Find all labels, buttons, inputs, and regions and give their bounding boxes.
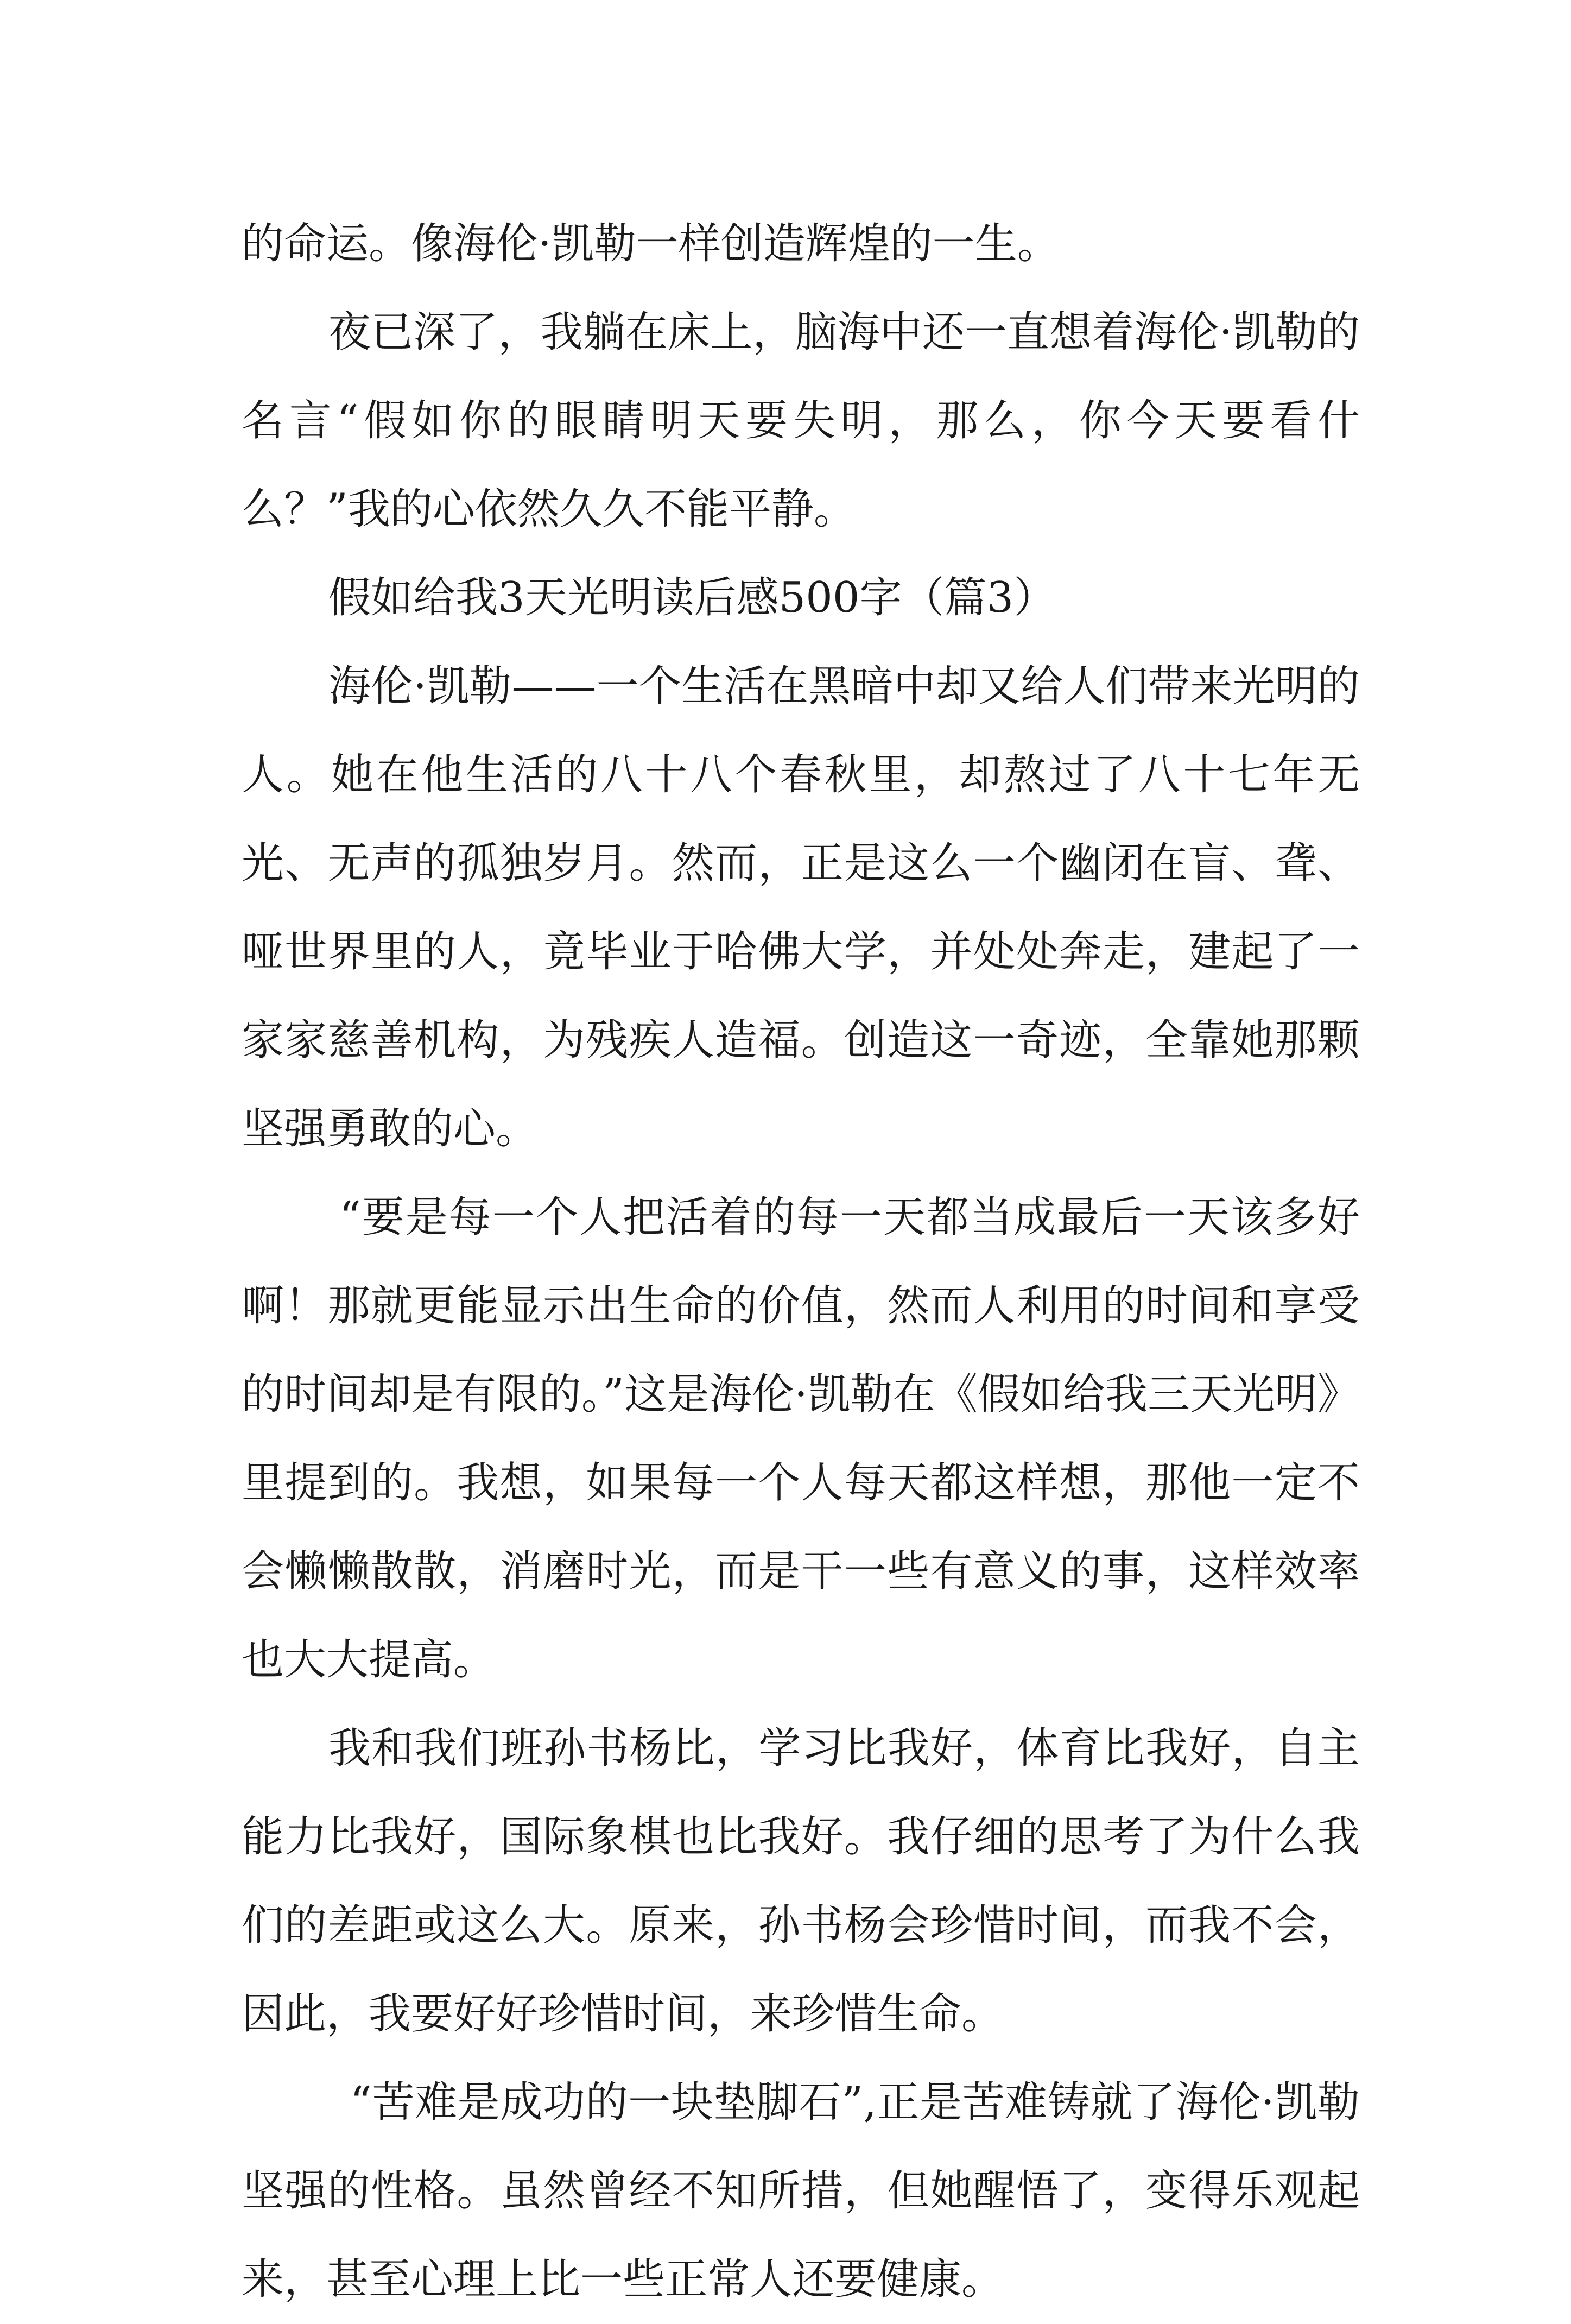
document-body [242, 200, 1360, 2324]
paragraph-4: “要是每一个人把活着的每一天都当成最后一天该多好啊！那就更能显示出生命的价值，然而人利用的时间和享受的时间却是有限的。”这是海伦·凯勒在《假如给我三天光明》里提到的。我想，如果每一个人每天都这样想，那他一定不会懒懒散散，消磨时光，而是干一些有意义的事，这样效率也大大提高。 [242, 1193, 1360, 1684]
section-heading: 假如给我3天光明读后感500字（篇3） [328, 573, 1056, 622]
paragraph-5: 我和我们班孙书杨比，学习比我好，体育比我好，自主能力比我好，国际象棋也比我好。我仔细的思考了为什么我们的差距或这么大。原来，孙书杨会珍惜时间，而我不会，因此，我要好好珍惜时间，来珍惜生命。 [242, 1724, 1360, 2038]
paragraph-1: 的命运。像海伦·凯勒一样创造辉煌的一生。 [242, 219, 1060, 268]
paragraph-2: 夜已深了，我躺在床上，脑海中还一直想着海伦·凯勒的名言“假如你的眼睛明天要失明，那么，你今天要看什么？”我的心依然久久不能平静。 [242, 308, 1360, 534]
paragraph-6: “苦难是成功的一块垫脚石”,正是苦难铸就了海伦·凯勒坚强的性格。虽然曾经不知所措，但她醒悟了，变得乐观起来，甚至心理上比一些正常人还要健康。 [242, 2078, 1360, 2304]
paragraph-3: 海伦·凯勒——一个生活在黑暗中却又给人们带来光明的人。她在他生活的八十八个春秋里，却熬过了八十七年无光、无声的孤独岁月。然而，正是这么一个幽闭在盲、聋、哑世界里的人，竟毕业于哈佛大学，并处处奔走，建起了一家家慈善机构，为残疾人造福。创造这一奇迹，全靠她那颗坚强勇敢的心。 [242, 662, 1360, 1153]
